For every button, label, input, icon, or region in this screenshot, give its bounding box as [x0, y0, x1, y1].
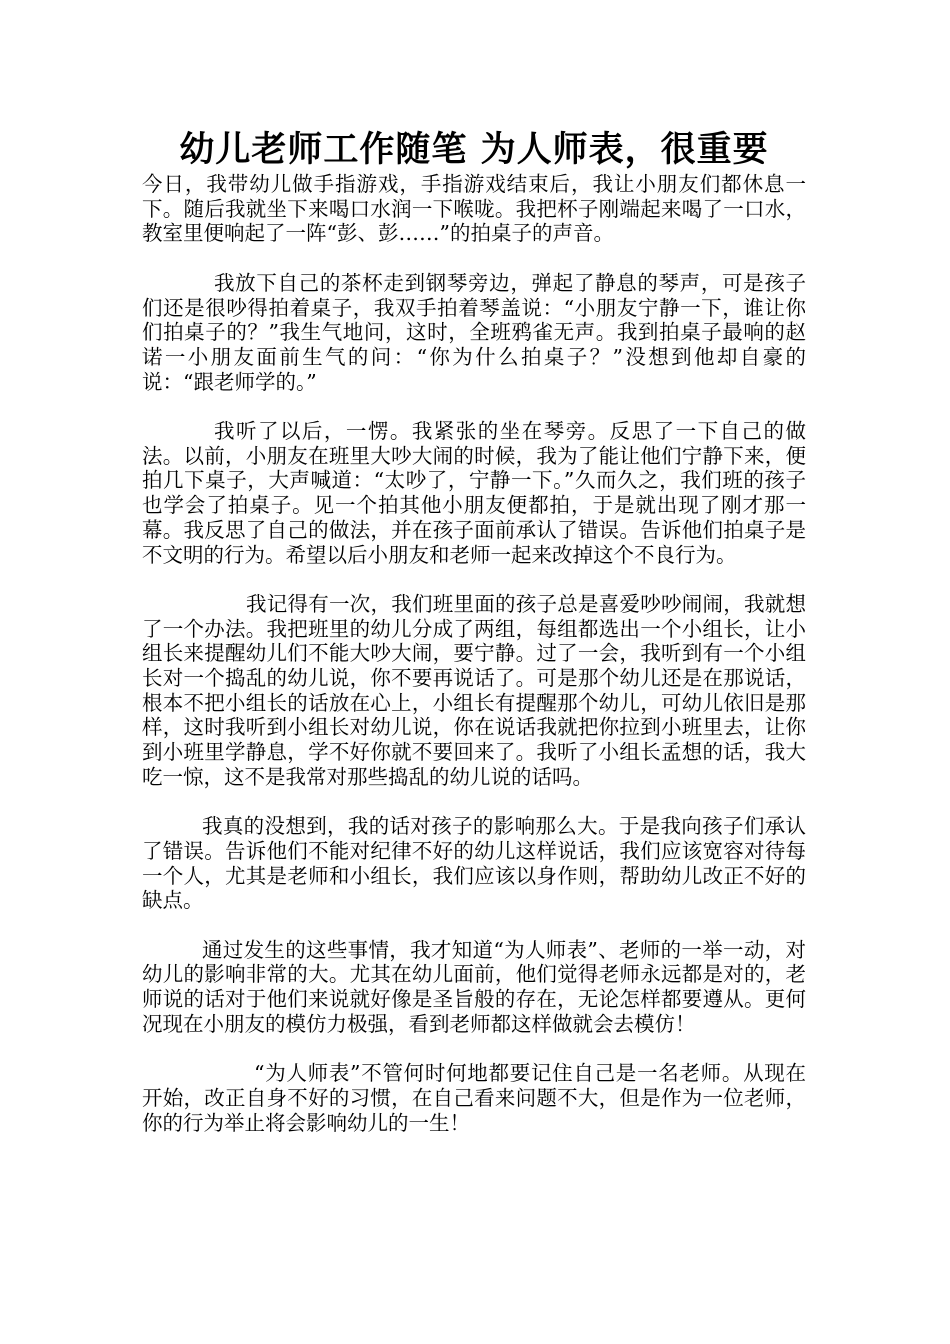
paragraph-spacer	[142, 246, 806, 271]
paragraph-spacer	[142, 567, 806, 592]
paragraph-4: 我记得有一次，我们班里面的孩子总是喜爱吵吵闹闹，我就想了一个办法。我把班里的幼儿分成了两组，每组都选出一个小组长，让小组长来提醒幼儿们不能大吵大闹，要宁静。过了一会，我听到有一个小组长对一个捣乱的幼儿说，你不要再说话了。可是那个幼儿还是在那说话，根本不把小组长的话放在心上，小组长有提醒那个幼儿，可幼儿依旧是那样，这时我听到小组长对幼儿说，你在说话我就把你拉到小班里去，让你到小班里学静息，学不好你就不要回来了。我听了小组长孟想的话，我大吃一惊，这不是我常对那些捣乱的幼儿说的话吗。	[142, 591, 806, 789]
paragraph-spacer	[142, 1037, 806, 1062]
paragraph-spacer	[142, 913, 806, 938]
paragraph-3: 我听了以后，一愣。我紧张的坐在琴旁。反思了一下自己的做法。以前，小朋友在班里大吵大闹的时候，我为了能让他们宁静下来，便拍几下桌子，大声喊道：“太吵了，宁静一下。”久而久之，我们班的孩子也学会了拍桌子。见一个拍其他小朋友便都拍，于是就出现了刚才那一幕。我反思了自己的做法，并在孩子面前承认了错误。告诉他们拍桌子是不文明的行为。希望以后小朋友和老师一起来改掉这个不良行为。	[142, 419, 806, 567]
paragraph-5: 我真的没想到，我的话对孩子的影响那么大。于是我向孩子们承认了错误。告诉他们不能对纪律不好的幼儿这样说话，我们应该宽容对待每一个人，尤其是老师和小组长，我们应该以身作则，帮助幼儿改正不好的缺点。	[142, 814, 806, 913]
paragraph-2: 我放下自己的茶杯走到钢琴旁边，弹起了静息的琴声，可是孩子们还是很吵得拍着桌子，我双手拍着琴盖说：“小朋友宁静一下，谁让你们拍桌子的？”我生气地问，这时，全班鸦雀无声。我到拍桌子最响的赵诺一小朋友面前生气的问：“你为什么拍桌子？”没想到他却自豪的说：“跟老师学的。”	[142, 270, 806, 394]
document-title: 幼儿老师工作随笔 为人师表，很重要	[179, 130, 769, 170]
document-page	[142, 128, 806, 1135]
paragraph-1: 今日，我带幼儿做手指游戏，手指游戏结束后，我让小朋友们都休息一下。随后我就坐下来喝口水润一下喉咙。我把杯子刚端起来喝了一口水，教室里便响起了一阵“彭、彭……”的拍桌子的声音。	[142, 172, 806, 246]
paragraph-spacer	[142, 394, 806, 419]
paragraph-6: 通过发生的这些事情，我才知道“为人师表”、老师的一举一动，对幼儿的影响非常的大。尤其在幼儿面前，他们觉得老师永远都是对的，老师说的话对于他们来说就好像是圣旨般的存在，无论怎样都要遵从。更何况现在小朋友的模仿力极强，看到老师都这样做就会去模仿！	[142, 937, 806, 1036]
paragraph-spacer	[142, 790, 806, 815]
paragraph-7: “为人师表”不管何时何地都要记住自己是一名老师。从现在开始，改正自身不好的习惯，在自己看来问题不大，但是作为一位老师，你的行为举止将会影响幼儿的一生！	[142, 1061, 806, 1135]
